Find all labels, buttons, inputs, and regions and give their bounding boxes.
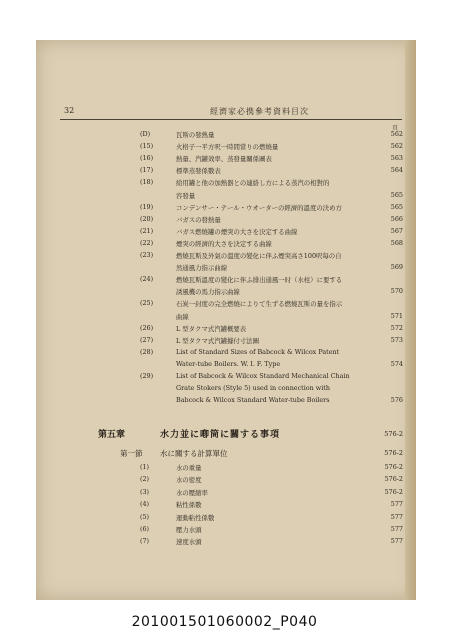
entry-page: 564 (390, 166, 403, 175)
toc-row (0, 525, 449, 535)
toc-row (0, 251, 449, 261)
running-title: 經濟家必携參考資料目次 (210, 107, 309, 116)
entry-title: List of Standard Sizes of Babcock & Wilcox Patent (176, 347, 340, 356)
entry-title: バガス燃燒罐の煙突の大さを決定する曲線 (176, 227, 298, 236)
toc-row (0, 299, 449, 309)
entry-title: List of Babcock & Wilcox Standard Mechanical Chain (176, 372, 350, 380)
toc-row (0, 263, 449, 273)
entry-page: 574 (390, 359, 403, 368)
entry-page: 565 (390, 190, 403, 199)
entry-page: 567 (390, 226, 403, 235)
toc-row (0, 142, 449, 152)
section-title: 水に關する計算單位 (160, 449, 228, 458)
toc-row (0, 154, 449, 164)
entry-title: 水の重量 (176, 464, 202, 472)
entry-title: 水の密度 (176, 476, 202, 485)
toc-row (0, 537, 449, 547)
entry-number: (23) (140, 251, 154, 259)
chapter-page: 576-2 (384, 430, 403, 438)
entry-title: 誘風機の馬力指示曲線 (176, 288, 240, 297)
entry-page: 565 (390, 202, 403, 211)
entry-number: (D) (140, 130, 151, 138)
entry-title: 給用罐と他の加熱器との連絡し方による蒸汽の相對的 (176, 179, 330, 188)
entry-number: (16) (140, 154, 154, 163)
entry-number: (19) (140, 202, 154, 211)
entry-page: 576-2 (384, 475, 403, 484)
entry-page: 576-2 (384, 463, 403, 471)
running-header (60, 105, 402, 120)
entry-title: 標準蒸發係數表 (176, 167, 221, 176)
entry-number: (28) (140, 347, 154, 356)
entry-page: 576 (390, 396, 403, 405)
entry-page: 576-2 (384, 487, 403, 496)
entry-number: (15) (140, 142, 154, 151)
entry-title: Babcock & Wilcox Standard Water-tube Boilers (176, 396, 330, 405)
entry-number: (27) (140, 335, 154, 344)
entry-number: (4) (140, 500, 150, 509)
entry-title: 燃燒瓦斯及外氣の溫度の變化に伴ふ煙突高さ100呎每の自 (176, 252, 342, 260)
entry-title: 曲線 (176, 312, 189, 321)
toc-row (0, 287, 449, 297)
entry-page: 568 (390, 238, 403, 247)
toc-row (0, 348, 449, 358)
entry-title: 煙突の經濟的大さを決定する曲線 (176, 239, 272, 248)
entry-number: (25) (140, 299, 154, 308)
toc-row (0, 275, 449, 285)
toc-row (0, 396, 449, 406)
chapter-label: 第五章 (98, 430, 126, 440)
toc-row (0, 203, 449, 213)
entry-page: 562 (390, 130, 403, 138)
toc-row (0, 463, 449, 473)
section-label: 第一節 (120, 449, 143, 458)
section-page: 576-2 (384, 449, 403, 457)
entry-page: 577 (390, 537, 403, 546)
entry-page: 571 (390, 311, 403, 320)
entry-title: Water-tube Boilers. W. I. F. Type (176, 359, 281, 368)
entry-page: 563 (390, 154, 403, 163)
entry-page: 573 (390, 335, 403, 344)
toc-row (0, 500, 449, 510)
entry-title: コンデンサー・テール・ウオーターの經濟的溫度の決め方 (176, 203, 342, 212)
entry-title: L 型タクマ式汽罐據付寸法圖 (176, 336, 259, 345)
entry-number: (24) (140, 275, 154, 284)
entry-title: 壓力水頭 (176, 526, 202, 534)
entry-title: 速度水頭 (176, 538, 202, 547)
toc-row (0, 372, 449, 382)
toc-row (0, 384, 449, 394)
entry-title: 燃燒瓦斯溫度の變化に伴ふ排出通風一时（水柱）に要する (176, 276, 343, 285)
entry-number: (21) (140, 226, 154, 235)
entry-number: (20) (140, 214, 154, 223)
entry-page: 577 (390, 512, 403, 521)
entry-page: 569 (390, 263, 403, 272)
toc-row (0, 191, 449, 201)
entry-title: 瓦斯の發熱量 (176, 131, 215, 139)
entry-number: (7) (140, 537, 150, 546)
entry-page: 577 (390, 525, 403, 533)
toc-row (0, 312, 449, 322)
toc-row (0, 336, 449, 346)
entry-number: (29) (140, 372, 154, 380)
entry-number: (26) (140, 323, 154, 332)
entry-page: 577 (390, 500, 403, 509)
toc-row (0, 166, 449, 176)
toc-row (0, 360, 449, 370)
entry-title: 火格子一平方呎一時間當りの燃燒量 (176, 143, 279, 152)
toc-row (0, 324, 449, 334)
chapter-title: 水力並に喞筒に關する事項 (160, 430, 281, 440)
entry-number: (2) (140, 475, 150, 484)
entry-title: バガスの發熱量 (176, 215, 221, 224)
toc-row (0, 475, 449, 485)
entry-number: (1) (140, 463, 150, 471)
page-column-head: 頁 (392, 125, 399, 132)
entry-title: L 型タクマ式汽罐概要表 (176, 324, 247, 333)
entry-title: 水の壓縮率 (176, 488, 208, 497)
toc-row (0, 215, 449, 225)
entry-page: 570 (390, 287, 403, 296)
toc-row (0, 239, 449, 249)
entry-number: (18) (140, 178, 154, 187)
entry-number: (17) (140, 166, 154, 175)
toc-row (0, 178, 449, 188)
toc-row (0, 488, 449, 498)
entry-title: 容發量 (176, 191, 196, 200)
entry-title: 運動粘性係數 (176, 513, 215, 522)
entry-number: (3) (140, 487, 150, 496)
entry-title: 粘性係數 (176, 501, 202, 510)
entry-title: 熱量、汽罐效率、蒸發量關係圖表 (176, 155, 272, 164)
entry-page: 566 (390, 214, 403, 223)
entry-number: (6) (140, 525, 150, 533)
toc-row (0, 227, 449, 237)
entry-page: 572 (390, 323, 403, 332)
entry-number: (22) (140, 238, 154, 247)
entry-number: (5) (140, 512, 150, 521)
entry-title: 石炭一封度の完全燃燒によりて生ずる燃燒瓦斯の量を指示 (176, 300, 343, 309)
image-caption: 201001501060002_P040 (131, 614, 318, 630)
entry-title: 然通風力指示曲線 (176, 264, 228, 273)
entry-title: Grate Stokers (Style 5) used in connection with (176, 384, 330, 393)
toc-row (0, 130, 449, 140)
entry-page: 562 (390, 142, 403, 151)
page-number: 32 (64, 106, 75, 115)
toc-row (0, 513, 449, 523)
